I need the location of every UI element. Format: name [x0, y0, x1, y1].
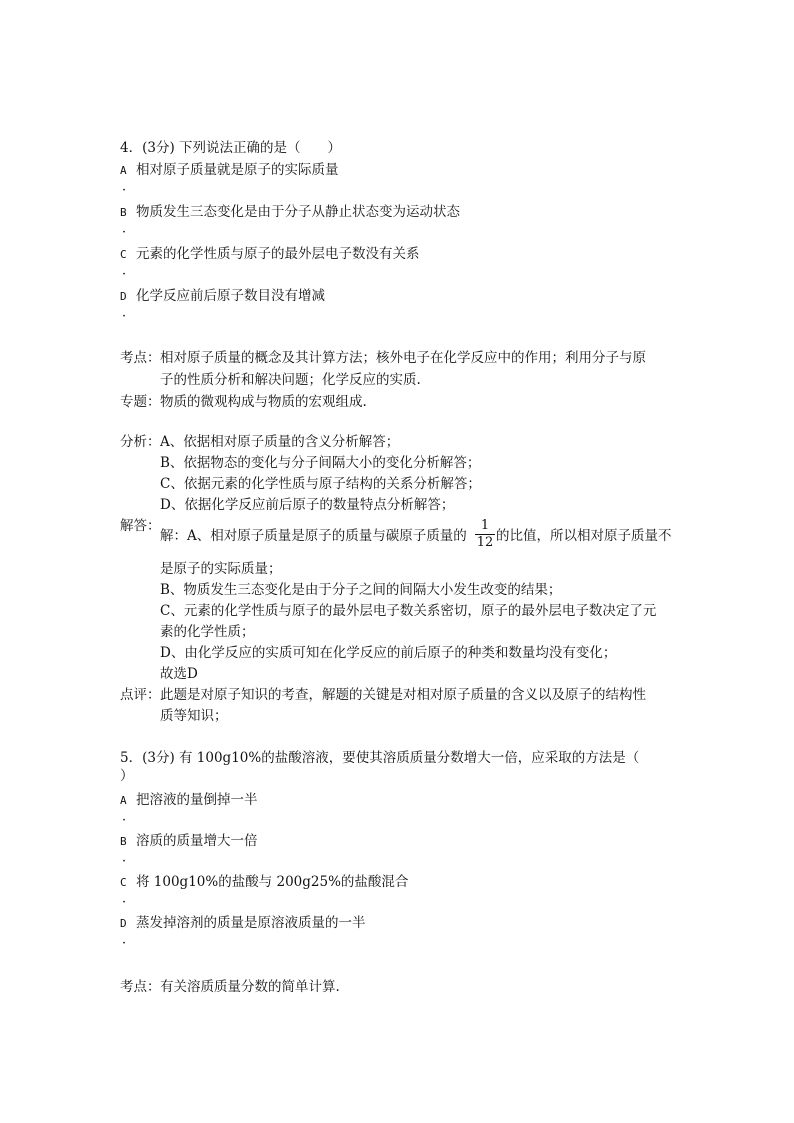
option-text: 化学反应前后原子数目没有增减: [136, 288, 325, 304]
option-text: 蒸发掉溶剂的质量是原溶液质量的一半: [136, 915, 366, 931]
jieda-text: 故选D: [160, 666, 198, 682]
q5-option-b[interactable]: [120, 831, 258, 852]
zhuanti-label: 专题：: [120, 394, 161, 410]
option-dot: ·: [122, 936, 127, 951]
option-dot: ·: [122, 183, 127, 198]
option-dot: ·: [122, 267, 127, 282]
dianping-label: 点评：: [120, 687, 161, 703]
option-dot: ·: [122, 813, 127, 828]
q4-option-b[interactable]: [120, 202, 460, 223]
option-dot: ·: [122, 309, 127, 324]
q5-kaodian-label: 考点：: [120, 979, 161, 995]
question-5-title: 5．(3分) 有 100g10%的盐酸溶液，要使其溶质质量分数增大一倍，应采取的方法是（: [120, 750, 640, 766]
dianping-text: 此题是对原子知识的考查，解题的关键是对相对原子质量的含义以及原子的结构性: [160, 687, 646, 703]
option-dot: ·: [122, 225, 127, 240]
jieda-text: D、由化学反应的实质可知在化学反应的前后原子的种类和数量均没有变化；: [160, 645, 617, 661]
q4-option-d[interactable]: [120, 286, 325, 307]
option-text: 把溶液的量倒掉一半: [136, 792, 258, 808]
option-letter: B: [120, 835, 127, 848]
option-text: 元素的化学性质与原子的最外层电子数没有关系: [136, 246, 420, 262]
q4-option-a[interactable]: [120, 160, 339, 181]
kaodian-label: 考点：: [120, 350, 161, 366]
option-letter: A: [120, 164, 127, 177]
fraction-denominator: 12: [476, 535, 494, 550]
dianping-text: 质等知识；: [160, 708, 228, 724]
jieda-text: C、元素的化学性质与原子的最外层电子数关系密切，原子的最外层电子数决定了元: [160, 603, 657, 619]
option-text: 将 100g10%的盐酸与 200g25%的盐酸混合: [136, 874, 409, 890]
option-letter: C: [120, 876, 127, 889]
jieda-text: 解：A、相对原子质量是原子的质量与碳原子质量的: [160, 528, 467, 544]
question-4-title: 4．(3分) 下列说法正确的是（ ）: [120, 140, 342, 156]
jieda-text: 素的化学性质；: [160, 624, 255, 640]
fraction-one-twelfth: [475, 519, 495, 550]
option-letter: D: [120, 917, 127, 930]
q5-option-a[interactable]: [120, 790, 258, 811]
fraction-numerator: 1: [480, 518, 490, 533]
q5-option-d[interactable]: [120, 913, 366, 934]
option-dot: ·: [122, 895, 127, 910]
option-text: 物质发生三态变化是由于分子从静止状态变为运动状态: [136, 204, 460, 220]
option-letter: C: [120, 248, 127, 261]
jieda-text: B、物质发生三态变化是由于分子之间的间隔大小发生改变的结果；: [160, 582, 562, 598]
jieda-label: 解答：: [120, 518, 161, 534]
question-5-title-cont: ）: [120, 768, 134, 784]
fenxi-text: B、依据物态的变化与分子间隔大小的变化分析解答；: [160, 455, 481, 471]
fenxi-label: 分析：: [120, 434, 161, 450]
kaodian-text: 子的性质分析和解决问题；化学反应的实质.: [160, 372, 421, 388]
q4-option-c[interactable]: [120, 244, 420, 265]
option-dot: ·: [122, 854, 127, 869]
option-letter: B: [120, 206, 127, 219]
option-letter: A: [120, 794, 127, 807]
fenxi-text: D、依据化学反应前后原子的数量特点分析解答；: [160, 497, 455, 513]
zhuanti-text: 物质的微观构成与物质的宏观组成.: [160, 394, 367, 410]
fenxi-text: C、依据元素的化学性质与原子结构的关系分析解答；: [160, 476, 481, 492]
q5-option-c[interactable]: [120, 872, 408, 893]
fenxi-text: A、依据相对原子质量的含义分析解答；: [160, 434, 400, 450]
option-text: 相对原子质量就是原子的实际质量: [136, 162, 339, 178]
q5-kaodian-text: 有关溶质质量分数的简单计算.: [160, 979, 340, 995]
kaodian-text: 相对原子质量的概念及其计算方法；核外电子在化学反应中的作用；利用分子与原: [160, 350, 646, 366]
option-text: 溶质的质量增大一倍: [136, 833, 258, 849]
option-letter: D: [120, 290, 127, 303]
jieda-text: 是原子的实际质量；: [160, 561, 282, 577]
jieda-text: 的比值，所以相对原子质量不: [496, 528, 672, 544]
